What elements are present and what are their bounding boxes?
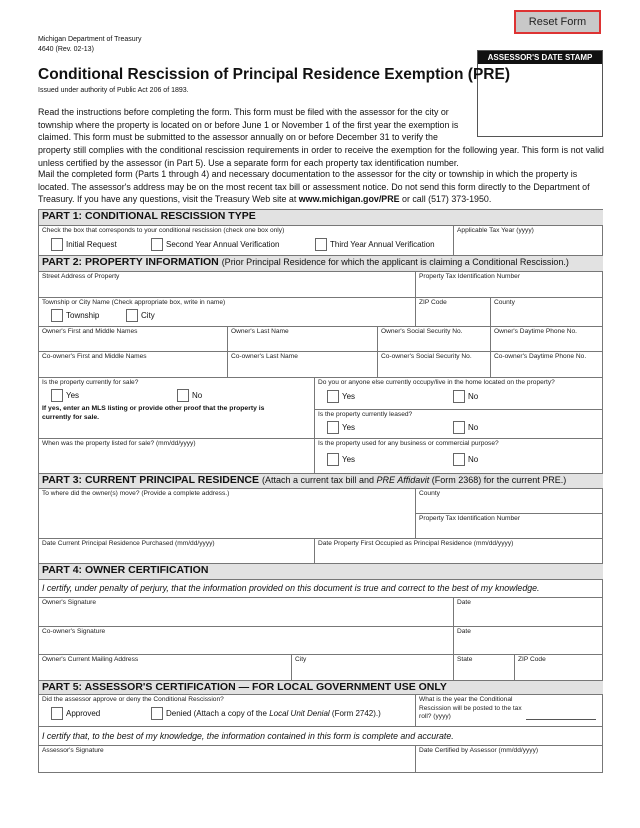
ptin-field[interactable]: Property Tax Identification Number [415, 271, 603, 297]
form-body [38, 209, 603, 773]
assessor-date-stamp-box [477, 50, 603, 137]
for-sale-no-checkbox[interactable]: No [177, 389, 202, 402]
instructions-p1a: Read the instructions before completing the form. This form must be filed with the assessor for the city or township where the property is located on or before June 1 or November 1 of the first year the exemption is claimed. This form must be submitted to the assessor annually on or before December 31 to verify the [38, 107, 459, 143]
rescission-type-cell [38, 225, 453, 255]
coowner-ssn-field[interactable]: Co-owner's Social Security No. [377, 351, 490, 377]
zip-field[interactable]: ZIP Code [415, 297, 490, 326]
part1-header: PART 1: CONDITIONAL RESCISSION TYPE [38, 209, 603, 225]
denied-checkbox[interactable]: Denied (Attach a copy of the Local Unit Denial (Form 2742).) [151, 707, 381, 720]
county-field[interactable]: County [490, 297, 603, 326]
page-title: Conditional Rescission of Principal Residence Exemption (PRE) [38, 66, 510, 83]
mailing-address-field[interactable]: Owner's Current Mailing Address [38, 654, 291, 680]
assessor-certify-text: I certify that, to the best of my knowledge, the information contained in this form is complete and accurate. [38, 726, 603, 745]
part1-instruction: Check the box that corresponds to your conditional rescission (check one box only) [42, 227, 285, 234]
instructions-p1b: property still complies with the conditional rescission requirements in order to receive the exemption for the following year. This form is not valid unless certified by the assessor (in Part 5). Use a separate form for each property tax identification number. [38, 145, 604, 168]
occupied-date-field[interactable]: Date Property First Occupied as Principal Residence (mm/dd/yyyy) [314, 538, 603, 563]
mls-note: If yes, enter an MLS listing or provide other proof that the property is currently for sale. [42, 405, 265, 421]
coowner-phone-field[interactable]: Co-owner's Daytime Phone No. [490, 351, 603, 377]
owner-certify-text: I certify, under penalty of perjury, that the information provided on this document is true and correct to the best of my knowledge. [38, 579, 603, 597]
business-yes-checkbox[interactable]: Yes [327, 453, 355, 466]
instructions-p2 [38, 168, 604, 206]
assessor-signature-field[interactable]: Assessor's Signature [38, 745, 415, 773]
township-checkbox[interactable]: Township [51, 309, 99, 322]
owner-signature-field[interactable]: Owner's Signature [38, 597, 453, 626]
posting-year-field[interactable] [526, 719, 596, 720]
reset-form-button[interactable]: Reset Form [514, 10, 601, 34]
business-cell: Is the property used for any business or commercial purpose? Yes No [314, 438, 603, 473]
stamp-label: ASSESSOR'S DATE STAMP [478, 51, 602, 64]
occupy-cell: Do you or anyone else currently occupy/live in the home located on the property? Yes No [314, 377, 603, 409]
coowner-first-field[interactable]: Co-owner's First and Middle Names [38, 351, 227, 377]
tax-year-field[interactable]: Applicable Tax Year (yyyy) [453, 225, 603, 255]
instructions-text: Mail the completed form (Parts 1 through 4) and necessary documentation to the assessor for the city or township in which the property is located. The assessor's address may be on the most recent tax bill or assessment notice. Do not send this form directly to the Department of Treasury. If you have any questions, visit the Treasury Web site at [38, 169, 590, 205]
listed-date-field[interactable]: When was the property listed for sale? (mm/dd/yyyy) [38, 438, 314, 473]
township-city-field[interactable]: Township or City Name (Check appropriate box, write in name) Township City [38, 297, 415, 326]
owner-phone-field[interactable]: Owner's Daytime Phone No. [490, 326, 603, 351]
for-sale-yes-checkbox[interactable]: Yes [51, 389, 79, 402]
moved-to-address-field[interactable]: To where did the owner(s) move? (Provide a complete address.) [38, 488, 415, 538]
posting-year-cell: What is the year the Conditional Rescission will be posted to the tax roll? (yyyy) [415, 694, 603, 726]
part3-ptin-field[interactable]: Property Tax Identification Number [415, 513, 603, 538]
business-no-checkbox[interactable]: No [453, 453, 478, 466]
for-sale-cell: Is the property currently for sale? Yes No If yes, enter an MLS listing or provide other proof that the property is currently for sale. [38, 377, 314, 438]
form-number: 4640 (Rev. 02-13) [38, 46, 94, 53]
second-year-checkbox[interactable]: Second Year Annual Verification [151, 238, 279, 251]
part4-header: PART 4: OWNER CERTIFICATION [38, 563, 603, 579]
occupy-yes-checkbox[interactable]: Yes [327, 390, 355, 403]
part3-header: PART 3: CURRENT PRINCIPAL RESIDENCE (Attach a current tax bill and PRE Affidavit (Form 2368) for the current PRE.) [38, 473, 603, 488]
purchased-date-field[interactable]: Date Current Principal Residence Purchased (mm/dd/yyyy) [38, 538, 314, 563]
owner-ssn-field[interactable]: Owner's Social Security No. [377, 326, 490, 351]
leased-cell: Is the property currently leased? Yes No [314, 409, 603, 438]
street-address-field[interactable]: Street Address of Property [38, 271, 415, 297]
part2-header: PART 2: PROPERTY INFORMATION (Prior Principal Residence for which the applicant is claiming a Conditional Rescission.) [38, 255, 603, 271]
phone-text: or call (517) 373-1950. [399, 194, 492, 205]
leased-no-checkbox[interactable]: No [453, 421, 478, 434]
part3-county-field[interactable]: County [415, 488, 603, 513]
owner-first-field[interactable]: Owner's First and Middle Names [38, 326, 227, 351]
occupy-no-checkbox[interactable]: No [453, 390, 478, 403]
mailing-zip-field[interactable]: ZIP Code [514, 654, 603, 680]
approve-deny-cell: Did the assessor approve or deny the Conditional Rescission? Approved Denied (Attach a copy of the Local Unit Denial (Form 2742).) [38, 694, 415, 726]
initial-request-checkbox[interactable]: Initial Request [51, 238, 117, 251]
treasury-link[interactable]: www.michigan.gov/PRE [298, 194, 400, 205]
coowner-date-field[interactable]: Date [453, 626, 603, 654]
owner-last-field[interactable]: Owner's Last Name [227, 326, 377, 351]
third-year-checkbox[interactable]: Third Year Annual Verification [315, 238, 435, 251]
owner-date-field[interactable]: Date [453, 597, 603, 626]
city-checkbox[interactable]: City [126, 309, 155, 322]
part5-header: PART 5: ASSESSOR'S CERTIFICATION — FOR LOCAL GOVERNMENT USE ONLY [38, 680, 603, 694]
leased-yes-checkbox[interactable]: Yes [327, 421, 355, 434]
coowner-last-field[interactable]: Co-owner's Last Name [227, 351, 377, 377]
mailing-city-field[interactable]: City [291, 654, 453, 680]
mailing-state-field[interactable]: State [453, 654, 514, 680]
authority-text: Issued under authority of Public Act 206 of 1893. [38, 87, 189, 94]
agency-name: Michigan Department of Treasury [38, 36, 142, 43]
date-certified-field[interactable]: Date Certified by Assessor (mm/dd/yyyy) [415, 745, 603, 773]
approved-checkbox[interactable]: Approved [51, 707, 100, 720]
coowner-signature-field[interactable]: Co-owner's Signature [38, 626, 453, 654]
